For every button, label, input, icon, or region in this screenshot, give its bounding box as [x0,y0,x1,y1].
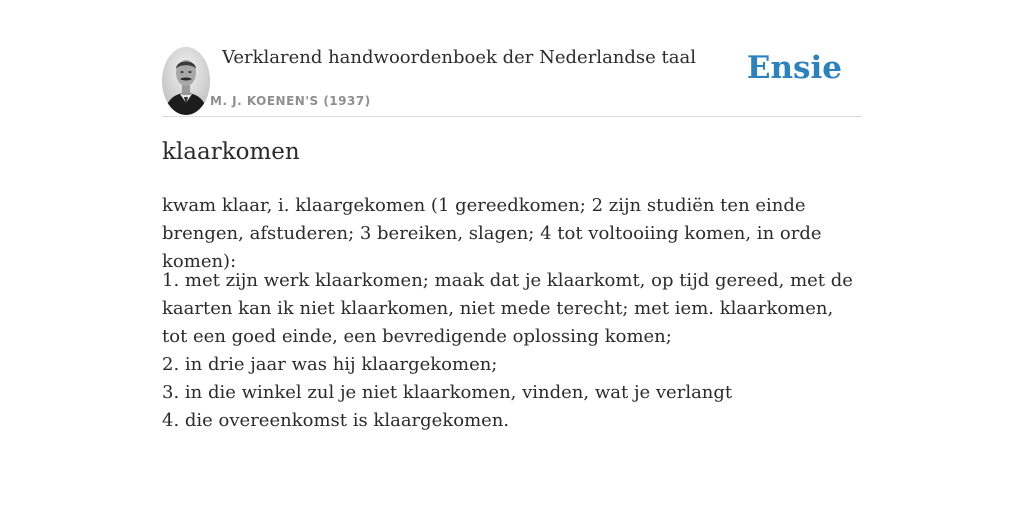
ensie-logo-link[interactable]: Ensie [746,50,842,86]
sense-item: 4. die overeenkomst is klaargekomen. [162,410,510,431]
entry-headword: klaarkomen [162,139,300,165]
author-portrait-icon [162,47,210,115]
sense-item: 3. in die winkel zul je niet klaarkomen, vinden, wat je verlangt [162,382,733,403]
dictionary-edition: M. J. KOENEN'S (1937) [210,94,371,108]
sense-item: 2. in drie jaar was hij klaargekomen; [162,354,498,375]
entry-definition: kwam klaar, i. klaargekomen (1 gereedkomen; 2 zijn studiën ten einde brengen, afstuderen; 3 bereiken, slagen; 4 tot voltooiing komen, in orde komen): [162,195,822,272]
dictionary-title: Verklarend handwoordenboek der Nederlandse taal [222,47,696,68]
sense-item: 1. met zijn werk klaarkomen; maak dat je klaarkomt, op tijd gereed, met de kaarten kan ik niet klaarkomen, niet mede terecht; met iem. klaarkomen, tot een goed einde, een bevredigende oplossing komen; [162,270,853,347]
dictionary-header [162,44,862,117]
entry-senses [162,267,862,435]
